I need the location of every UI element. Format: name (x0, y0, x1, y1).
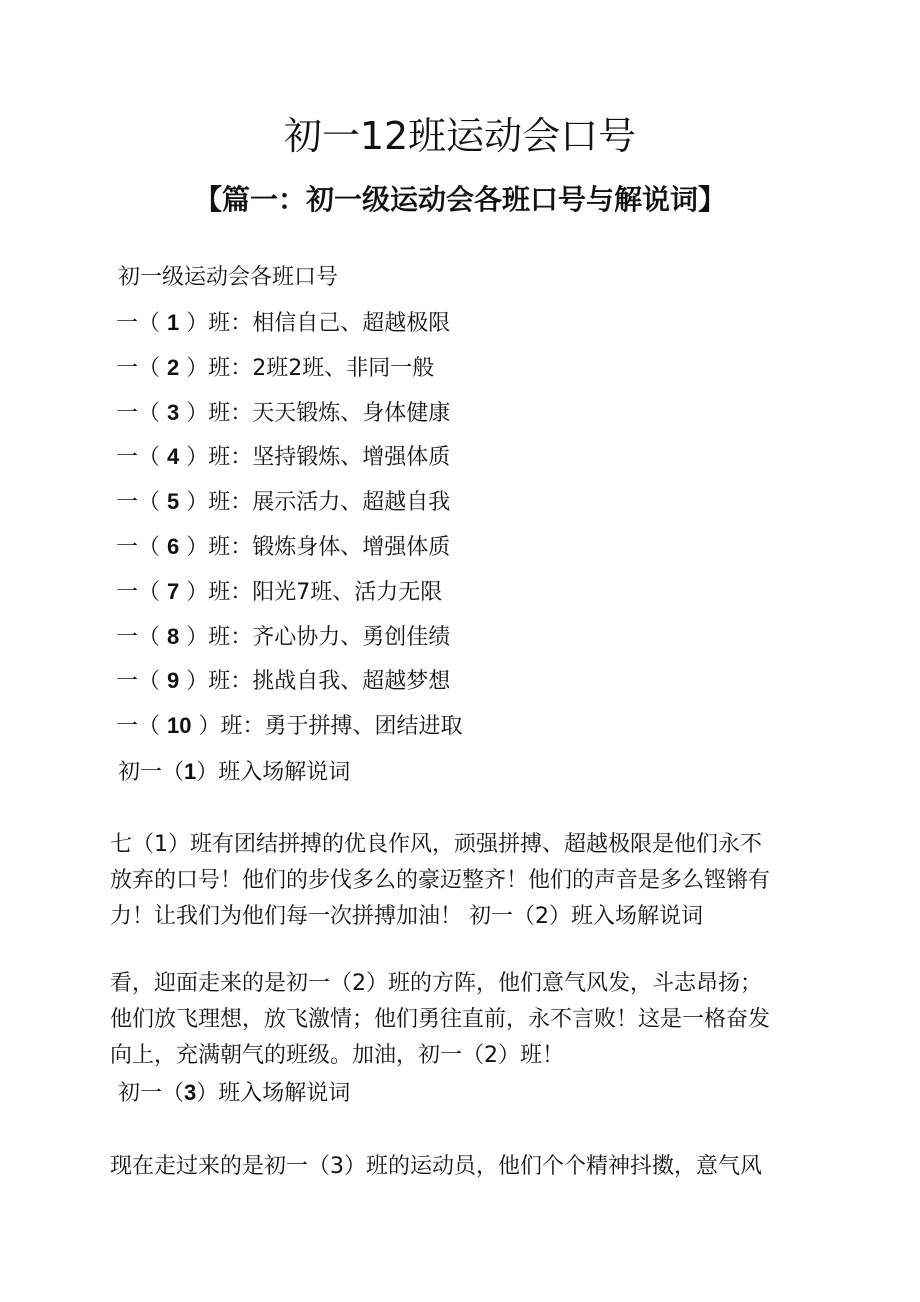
slogan-item: 一（ 1 ）班：相信自己、超越极限 (116, 310, 451, 336)
slogan-item: 一（ 4 ）班：坚持锻炼、增强体质 (116, 444, 451, 471)
document-subtitle: 【篇一：初一级运动会各班口号与解说词】 (193, 183, 726, 216)
slogan-list-heading: 初一级运动会各班口号 (118, 265, 339, 290)
paragraph-line: 放弃的口号！他们的步伐多么的豪迈整齐！他们的声音是多么铿锵有 (110, 868, 771, 893)
slogan-list (116, 307, 462, 755)
slogan-item: 一（ 3 ）班：天天锻炼、身体健康 (116, 399, 451, 426)
commentary-paragraph-1 (110, 827, 810, 935)
commentary-paragraph-3 (110, 1149, 810, 1185)
paragraph-line: 看，迎面走来的是初一（2）班的方阵，他们意气风发，斗志昂扬； (110, 971, 762, 996)
intro-heading-class-3: 初一（3）班入场解说词 (118, 1080, 351, 1106)
slogan-item: 一（ 5 ）班：展示活力、超越自我 (116, 489, 451, 516)
paragraph-line: 现在走过来的是初一（3）班的运动员，他们个个精神抖擞，意气风 (110, 1154, 762, 1179)
slogan-item: 一（ 8 ）班：齐心协力、勇创佳绩 (116, 623, 451, 650)
slogan-item: 一（ 7 ）班：阳光7班、活力无限 (116, 578, 443, 605)
intro-heading-class-1: 初一（1）班入场解说词 (118, 759, 351, 785)
slogan-item: 一（ 6 ）班：锻炼身体、增强体质 (116, 533, 451, 560)
slogan-item: 一（ 9 ）班：挑战自我、超越梦想 (116, 668, 451, 695)
paragraph-line: 力！让我们为他们每一次拼搏加油！ 初一（2）班入场解说词 (110, 904, 703, 929)
slogan-item: 一（ 10 ）班：勇于拼搏、团结进取 (116, 713, 463, 740)
paragraph-line: 他们放飞理想，放飞激情；他们勇往直前，永不言败！这是一格奋发 (110, 1007, 771, 1032)
slogan-item: 一（ 2 ）班：2班2班、非同一般 (116, 354, 435, 381)
paragraph-line: 向上，充满朝气的班级。加油，初一（2）班！ (110, 1043, 564, 1068)
commentary-paragraph-2 (110, 966, 810, 1074)
document-title: 初一12班运动会口号 (283, 114, 637, 158)
paragraph-line: 七（1）班有团结拼搏的优良作风，顽强拼搏、超越极限是他们永不 (110, 832, 762, 857)
